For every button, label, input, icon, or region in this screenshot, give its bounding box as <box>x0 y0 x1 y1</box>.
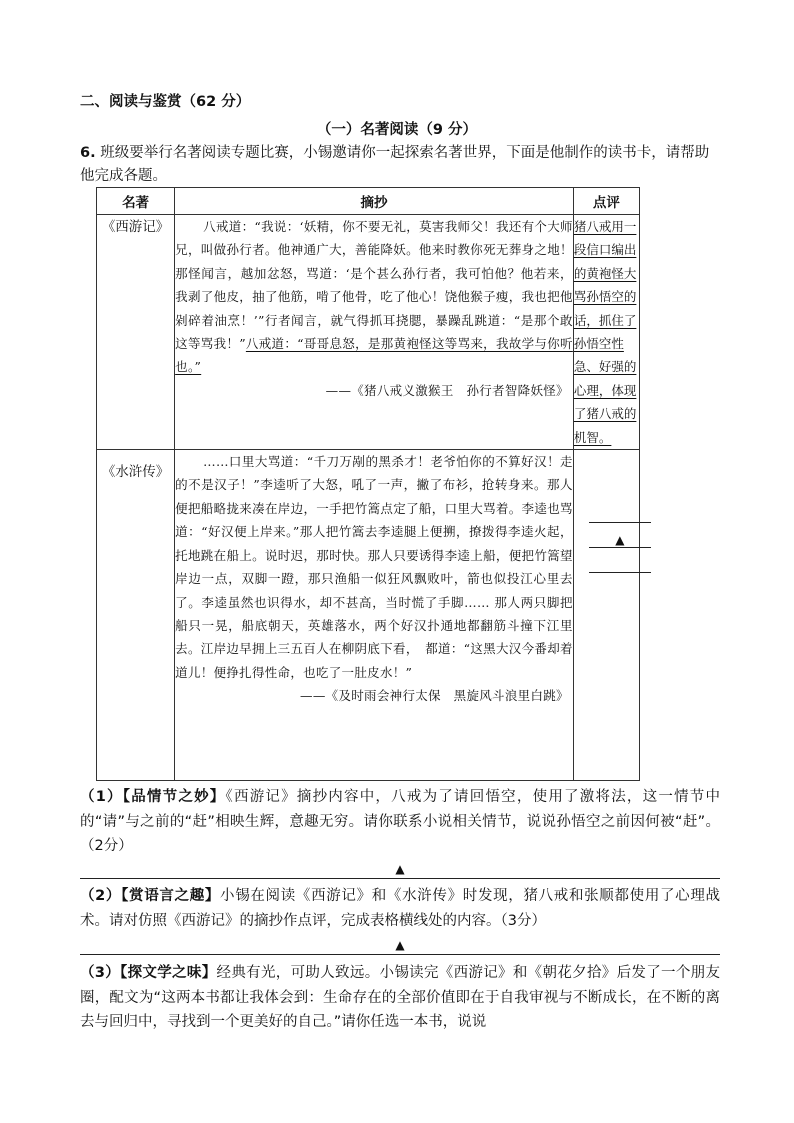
answer-mark-icon: ▲ <box>395 938 405 952</box>
excerpt-xiyouji <box>175 215 574 450</box>
question-2 <box>80 884 720 933</box>
comment-blank-shuihuzhuan <box>573 450 639 781</box>
excerpt-source: ——《猪八戒义激猴王 孙行者智降妖怪》 <box>325 382 569 398</box>
answer-line-1[interactable] <box>80 862 720 879</box>
question-number: 6. <box>80 145 96 161</box>
question-6-intro <box>80 142 720 188</box>
book-name-xiyouji: 《西游记》 <box>97 215 175 450</box>
answer-mark-icon: ▲ <box>615 533 625 548</box>
table-row-shuihuzhuan <box>97 450 640 781</box>
table-header-row <box>97 188 640 215</box>
question-3-text: 经典有光，可助人致远。小锡读完《西游记》和《朝花夕拾》后发了一个朋友圈，配文为“这两本书都让我体会到：生命存在的全部价值即在于自我审视与不断成长，在不断的离去与回归中，寻找到一个更美好的自己。”请你任选一本书，说说 <box>80 965 720 1030</box>
excerpt-underlined: 八戒道：“哥哥息怒，是那黄袍怪这等骂来，我故学与你听也。” <box>175 336 573 375</box>
question-1-label: （1）【品情节之妙】 <box>80 789 226 805</box>
reading-card-table <box>96 187 640 781</box>
question-1 <box>80 785 720 859</box>
question-3-label: （3）【探文学之味】 <box>80 965 217 981</box>
book-name-shuihuzhuan: 《水浒传》 <box>97 450 175 781</box>
table-row-xiyouji <box>97 215 640 450</box>
header-book: 名著 <box>97 188 175 215</box>
answer-blank-line[interactable] <box>589 522 651 523</box>
question-2-text: 小锡在阅读《西游记》和《水浒传》时发现，猪八戒和张顺都使用了心理战术。请对仿照《西游记》的摘抄作点评，完成表格横线处的内容。（3分） <box>80 888 720 929</box>
header-excerpt: 摘抄 <box>175 188 574 215</box>
question-6-text: 班级要举行名著阅读专题比赛，小锡邀请你一起探索名著世界，下面是他制作的读书卡，请帮助他完成各题。 <box>80 145 710 184</box>
comment-xiyouji: 猪八戒用一段信口编出的黄袍怪大骂孙悟空的话，抓住了孙悟空性急、好强的心理，体现了猪八戒的机智。 <box>573 215 639 450</box>
excerpt-text: 八戒道：“我说：‘妖精，你不要无礼，莫害我师父！我还有个大师兄，叫做孙行者。他神通广大，善能降妖。他来时教你死无葬身之地！那怪闻言，越加忿怒，骂道：‘是个甚么孙行者，我可怕他？他若来，我剥了他皮，抽了他筋，啃了他骨，吃了他心！饶他猴子瘦，我也把他剁碎着油烹！’”行者闻言，就气得抓耳挠腮，暴躁乱跳道：“是那个敢这等骂我！” <box>175 219 573 352</box>
question-2-label: （2）【赏语言之趣】 <box>80 888 221 904</box>
excerpt-source: ——《及时雨会神行太保 黑旋风斗浪里白跳》 <box>300 688 569 704</box>
question-1-text: 《西游记》摘抄内容中，八戒为了请回悟空，使用了激将法，这一情节中的“请”与之前的“赶”相映生辉，意趣无穷。请你联系小说相关情节，说说孙悟空之前因何被“赶”。（2分） <box>80 789 720 854</box>
answer-blank-line[interactable] <box>589 572 651 573</box>
answer-blank-line[interactable] <box>589 547 651 548</box>
section-title: 二、阅读与鉴赏（62 分） <box>80 94 251 110</box>
excerpt-shuihuzhuan <box>175 450 574 781</box>
answer-mark-icon: ▲ <box>395 862 405 876</box>
sub-section-title: （一）名著阅读（9 分） <box>316 122 478 138</box>
answer-line-2[interactable] <box>80 938 720 955</box>
excerpt-text: ……口里大骂道：“千刀万剐的黑杀才！老爷怕你的不算好汉！走的不是汉子！”李逵听了大怒，吼了一声，撇了布衫，抢转身来。那人便把船略拢来凑在岸边，一手把竹篙点定了船，口里大骂着。李逵也骂道：“好汉便上岸来。”那人把竹篙去李逵腿上便搠，撩拨得李逵火起，托地跳在船上。说时迟，那时快。那人只要诱得李逵上船，便把竹篙望岸边一点，双脚一蹬，那只渔船一似狂风飘败叶，箭也似投江心里去了。李逵虽然也识得水，却不甚高，当时慌了手脚…… 那人两只脚把船只一晃，船底朝天，英雄落水，两个好汉扑通地都翻筋斗撞下江里去。江岸边早拥上三五百人在柳阴底下看， 都道：“这黑大汉今番却着道儿！便挣扎得性命，也吃了一肚皮水！” <box>175 454 573 680</box>
header-comment: 点评 <box>573 188 639 215</box>
question-3 <box>80 961 720 1035</box>
